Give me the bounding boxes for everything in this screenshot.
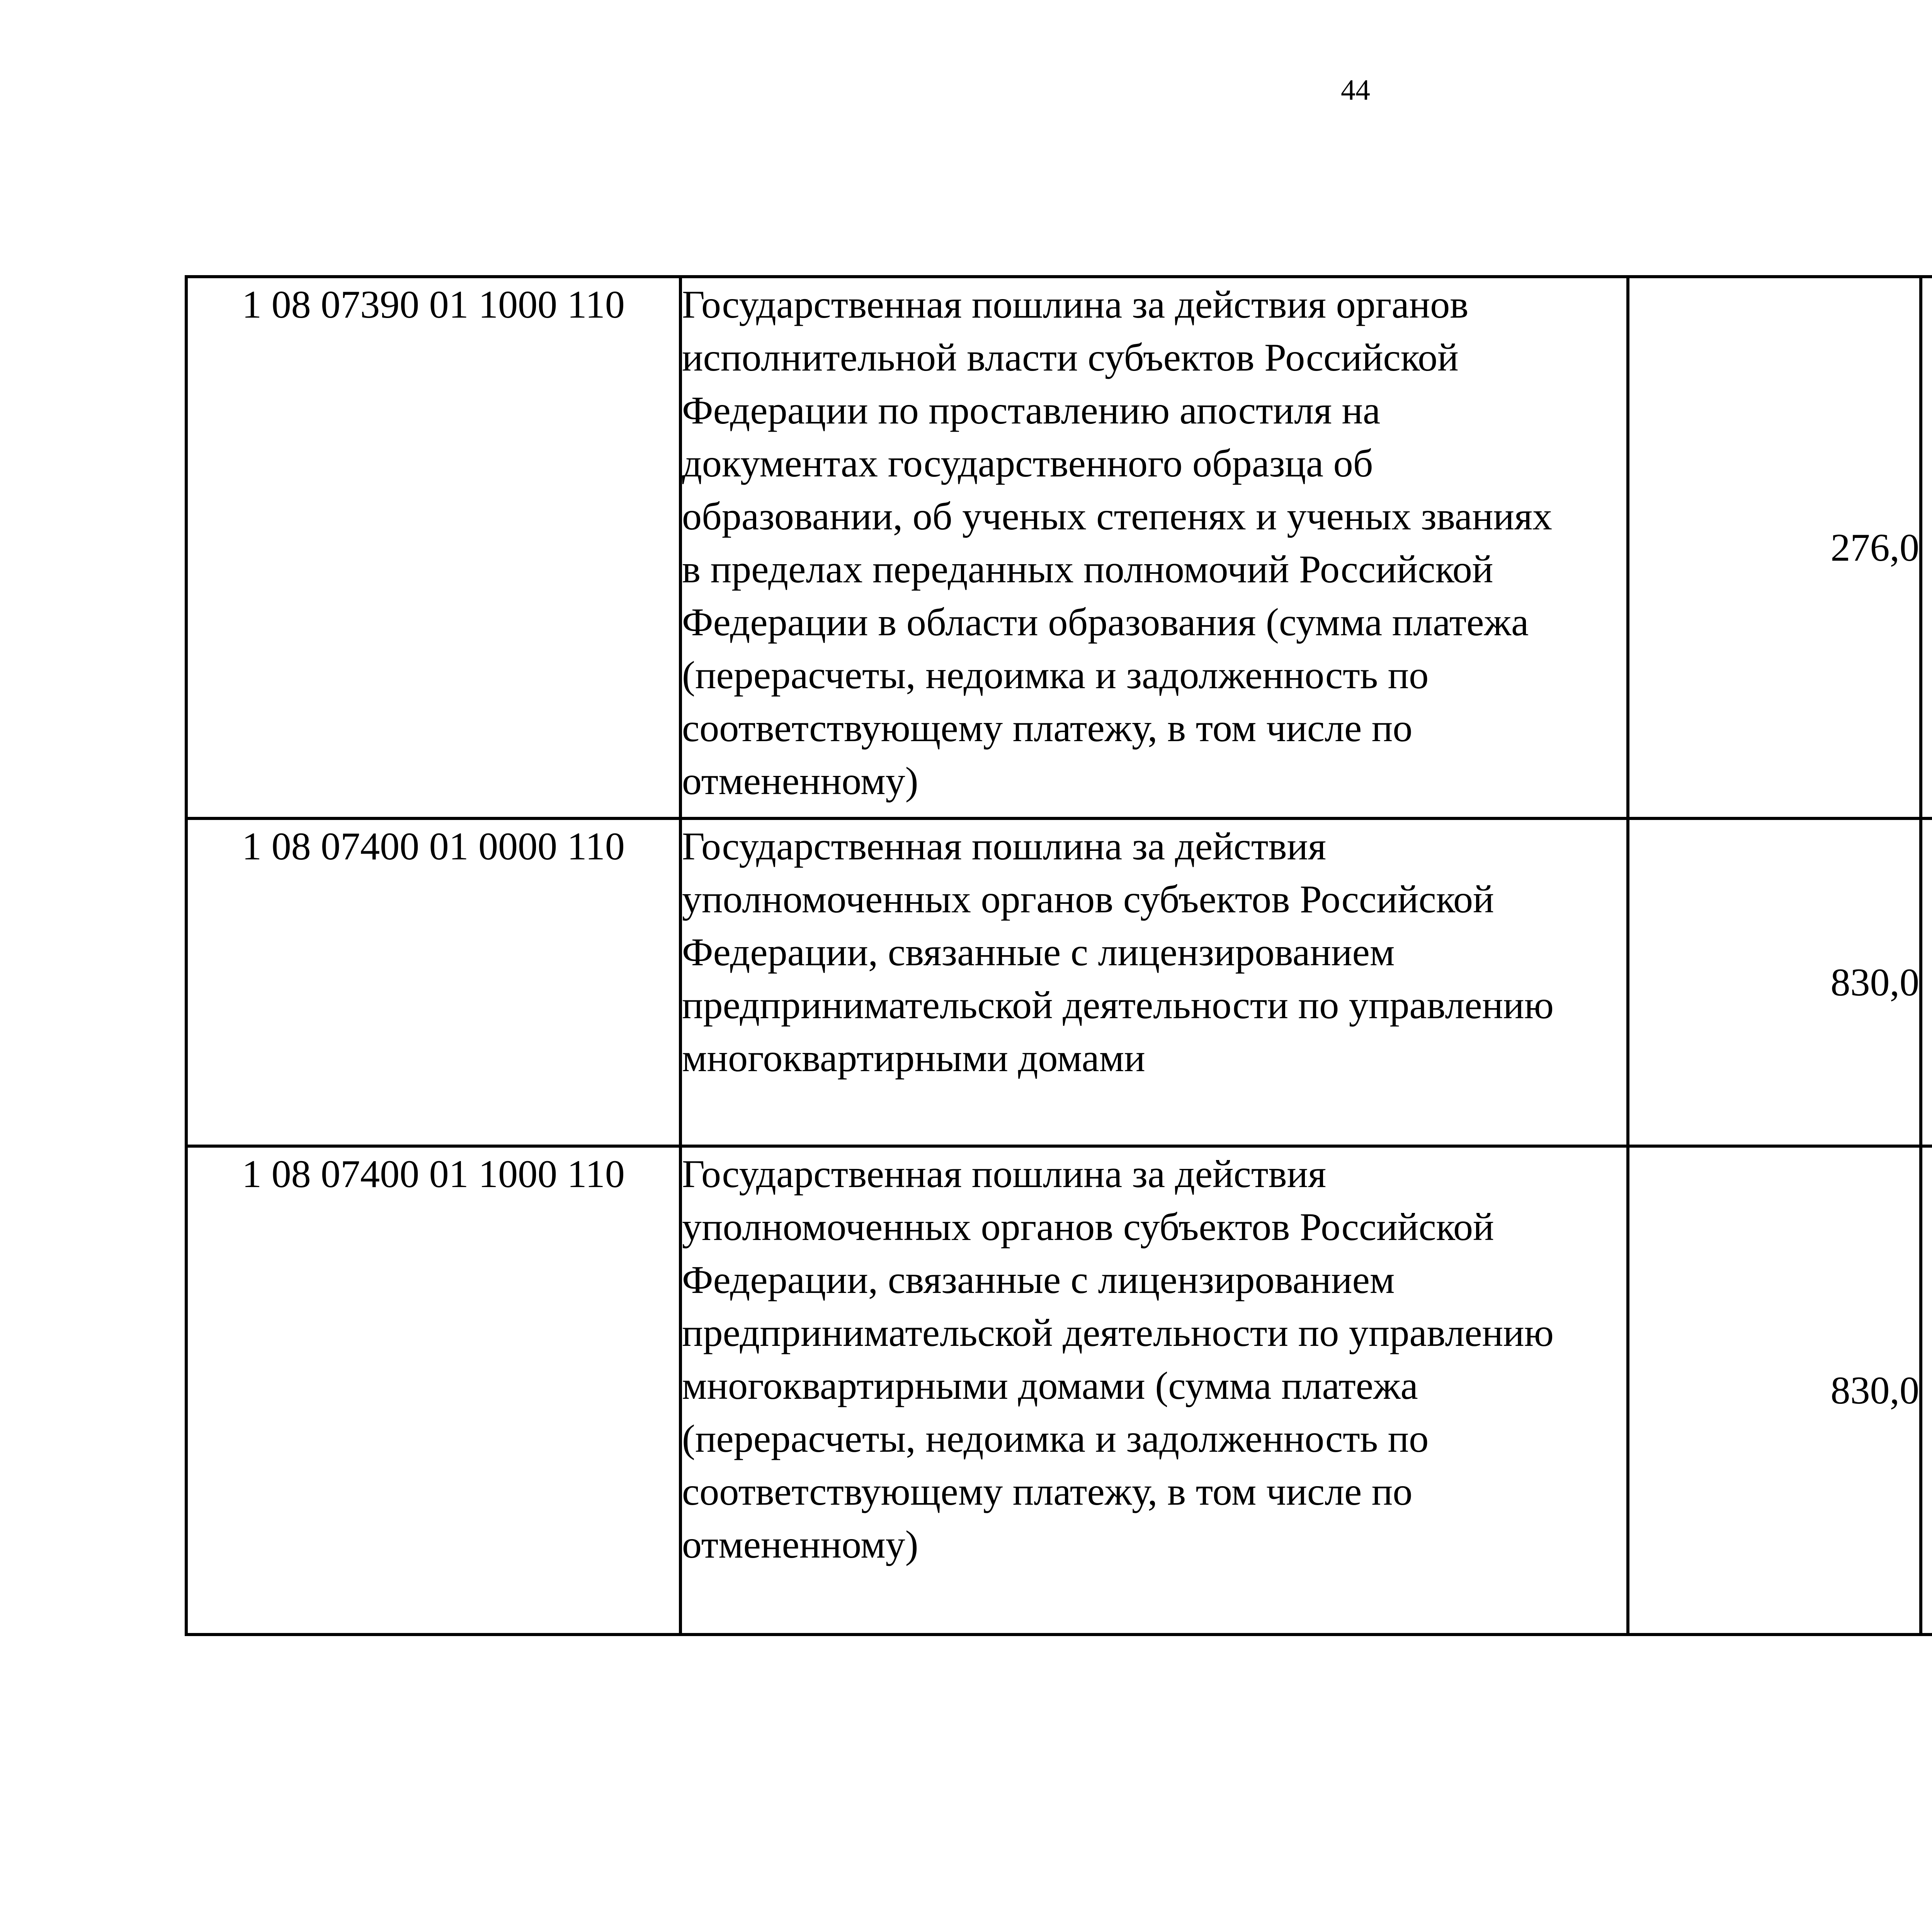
table-row: [186, 277, 1932, 818]
description-line: исполнительной власти субъектов Российской: [682, 336, 1459, 379]
description-cell: [680, 277, 1628, 818]
description-line: Государственная пошлина за действия: [682, 825, 1327, 868]
budget-code-cell: 1 08 07400 01 1000 110: [186, 1146, 680, 1635]
description-line: соответствующему платежу, в том числе по: [682, 706, 1413, 750]
budget-code-cell: 1 08 07400 01 0000 110: [186, 818, 680, 1146]
description-line: отмененному): [682, 759, 918, 803]
description-line: предпринимательской деятельности по управлению: [682, 1311, 1554, 1355]
table-row: [186, 818, 1932, 1146]
description-cell: [680, 818, 1628, 1146]
description-line: (перерасчеты, недоимка и задолженность по: [682, 653, 1429, 697]
description-cell: [680, 1146, 1628, 1635]
description-line: Федерации по проставлению апостиля на: [682, 389, 1381, 432]
description-line: многоквартирными домами (сумма платежа: [682, 1364, 1418, 1408]
value-cell-year-1: 830,0: [1628, 1146, 1921, 1635]
description-line: в пределах переданных полномочий Российской: [682, 548, 1493, 591]
budget-table: [185, 275, 1932, 1636]
value-cell-year-2: [1921, 1146, 1932, 1635]
description-line: Федерации в области образования (сумма платежа: [682, 600, 1529, 644]
value-cell-year-1: 830,0: [1628, 818, 1921, 1146]
description-line: (перерасчеты, недоимка и задолженность по: [682, 1417, 1429, 1461]
description-line: многоквартирными домами: [682, 1036, 1145, 1080]
description-line: Государственная пошлина за действия органов: [682, 283, 1469, 327]
description-line: предпринимательской деятельности по управлению: [682, 983, 1554, 1027]
description-line: образовании, об ученых степенях и ученых званиях: [682, 495, 1553, 538]
description-line: Федерации, связанные с лицензированием: [682, 1258, 1395, 1302]
budget-code-cell: 1 08 07390 01 1000 110: [186, 277, 680, 818]
description-line: документах государственного образца об: [682, 442, 1373, 485]
table-row: [186, 1146, 1932, 1635]
description-line: Федерации, связанные с лицензированием: [682, 930, 1395, 974]
description-line: уполномоченных органов субъектов Российской: [682, 1205, 1494, 1249]
description-line: соответствующему платежу, в том числе по: [682, 1470, 1413, 1514]
description-line: Государственная пошлина за действия: [682, 1152, 1327, 1196]
page-number: 44: [1341, 74, 1370, 106]
value-cell-year-2: [1921, 818, 1932, 1146]
value-cell-year-2: [1921, 277, 1932, 818]
value-cell-year-1: 276,0: [1628, 277, 1921, 818]
description-line: уполномоченных органов субъектов Российской: [682, 878, 1494, 921]
description-line: отмененному): [682, 1523, 918, 1567]
